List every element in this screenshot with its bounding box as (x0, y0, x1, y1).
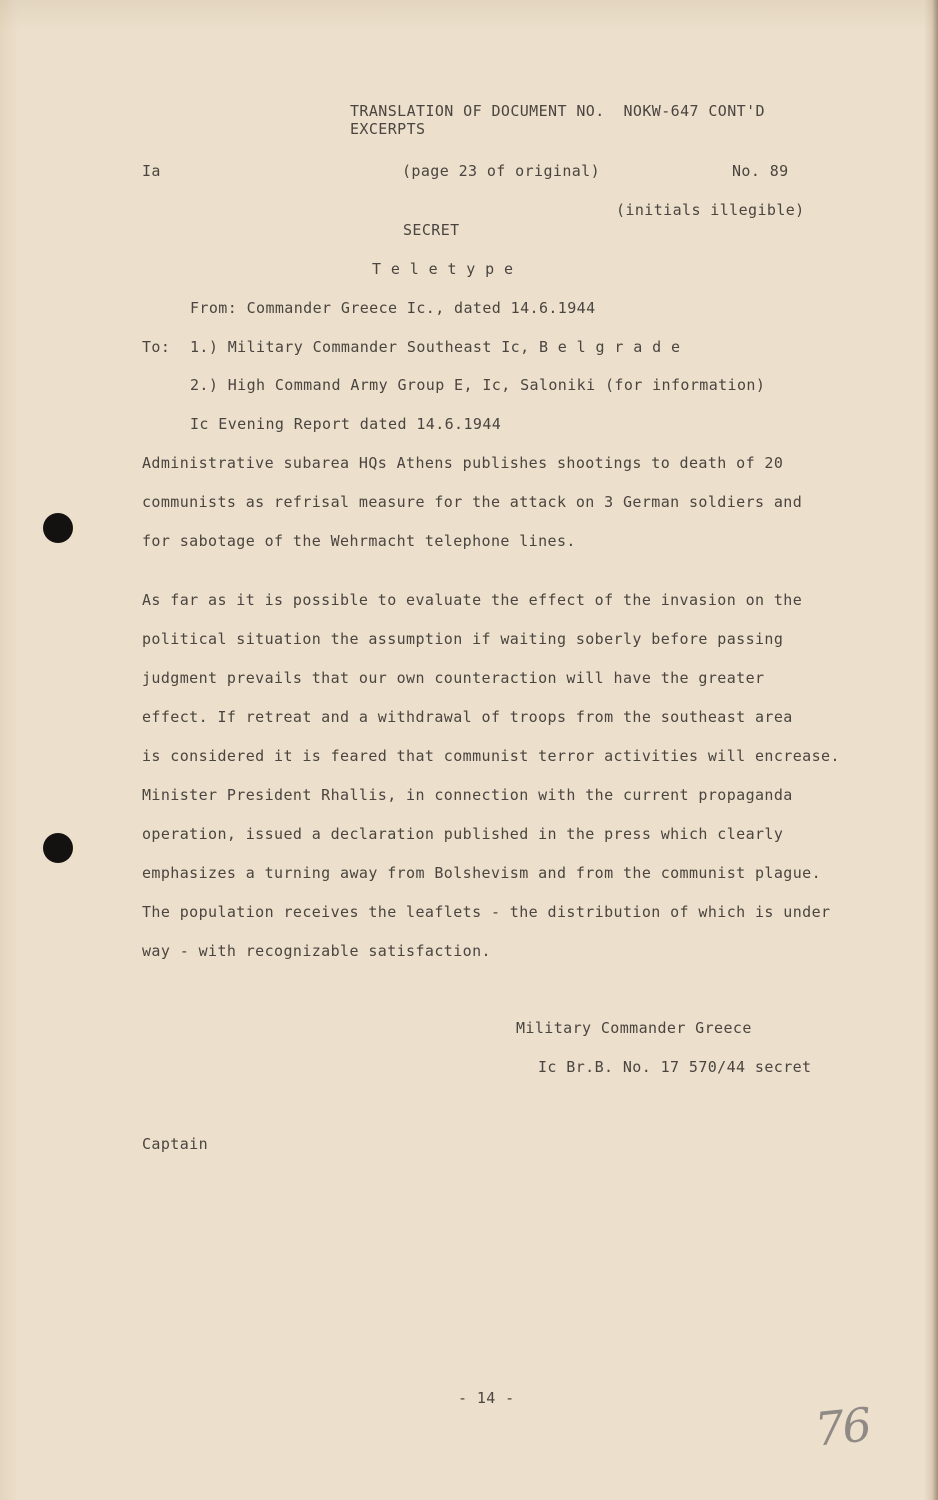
signature-reference: Ic Br.B. No. 17 570/44 secret (538, 1058, 812, 1076)
signature-rank: Captain (142, 1135, 209, 1153)
paragraph-2-line: political situation the assumption if waiting soberly before passing (142, 630, 784, 648)
paragraph-2-line: is considered it is feared that communist terror activities will encrease. (142, 747, 840, 765)
initials-note: (initials illegible) (616, 201, 805, 219)
paragraph-2-line: judgment prevails that our own counteraction will have the greater (142, 669, 765, 687)
document-title: TRANSLATION OF DOCUMENT NO. NOKW-647 CONT'D (350, 102, 765, 120)
paragraph-1-line: Administrative subarea HQs Athens publishes shootings to death of 20 (142, 454, 784, 472)
paragraph-2-line: effect. If retreat and a withdrawal of troops from the southeast area (142, 708, 793, 726)
page-edge-shadow (932, 0, 938, 1500)
paragraph-1-line: for sabotage of the Wehrmacht telephone lines. (142, 532, 576, 550)
paragraph-2-line: operation, issued a declaration published in the press which clearly (142, 825, 784, 843)
subject-line: Ic Evening Report dated 14.6.1944 (190, 415, 502, 433)
page-number: - 14 - (458, 1389, 515, 1407)
recipient-1: 1.) Military Commander Southeast Ic, B e l g r a d e (190, 338, 681, 356)
paragraph-2-line: emphasizes a turning away from Bolshevism and from the communist plague. (142, 864, 822, 882)
paragraph-2-line: way - with recognizable satisfaction. (142, 942, 491, 960)
page-reference: (page 23 of original) (402, 162, 601, 180)
handwritten-page-number: 76 (812, 1397, 873, 1457)
paragraph-2-line: As far as it is possible to evaluate the effect of the invasion on the (142, 591, 803, 609)
paragraph-2-line: Minister President Rhallis, in connection with the current propaganda (142, 786, 793, 804)
recipient-2: 2.) High Command Army Group E, Ic, Saloniki (for information) (190, 376, 766, 394)
paragraph-1-line: communists as refrisal measure for the attack on 3 German soldiers and (142, 493, 803, 511)
classification: SECRET (403, 221, 460, 239)
document-type: T e l e t y p e (372, 260, 514, 278)
signature-organization: Military Commander Greece (516, 1019, 752, 1037)
paragraph-2-line: The population receives the leaflets - the distribution of which is under (142, 903, 831, 921)
excerpts-label: EXCERPTS (350, 120, 426, 138)
punch-hole-icon (43, 513, 73, 543)
document-number: No. 89 (732, 162, 789, 180)
to-label: To: (142, 338, 171, 356)
from-line: From: Commander Greece Ic., dated 14.6.1944 (190, 299, 596, 317)
section-label: Ia (142, 162, 161, 180)
punch-hole-icon (43, 833, 73, 863)
